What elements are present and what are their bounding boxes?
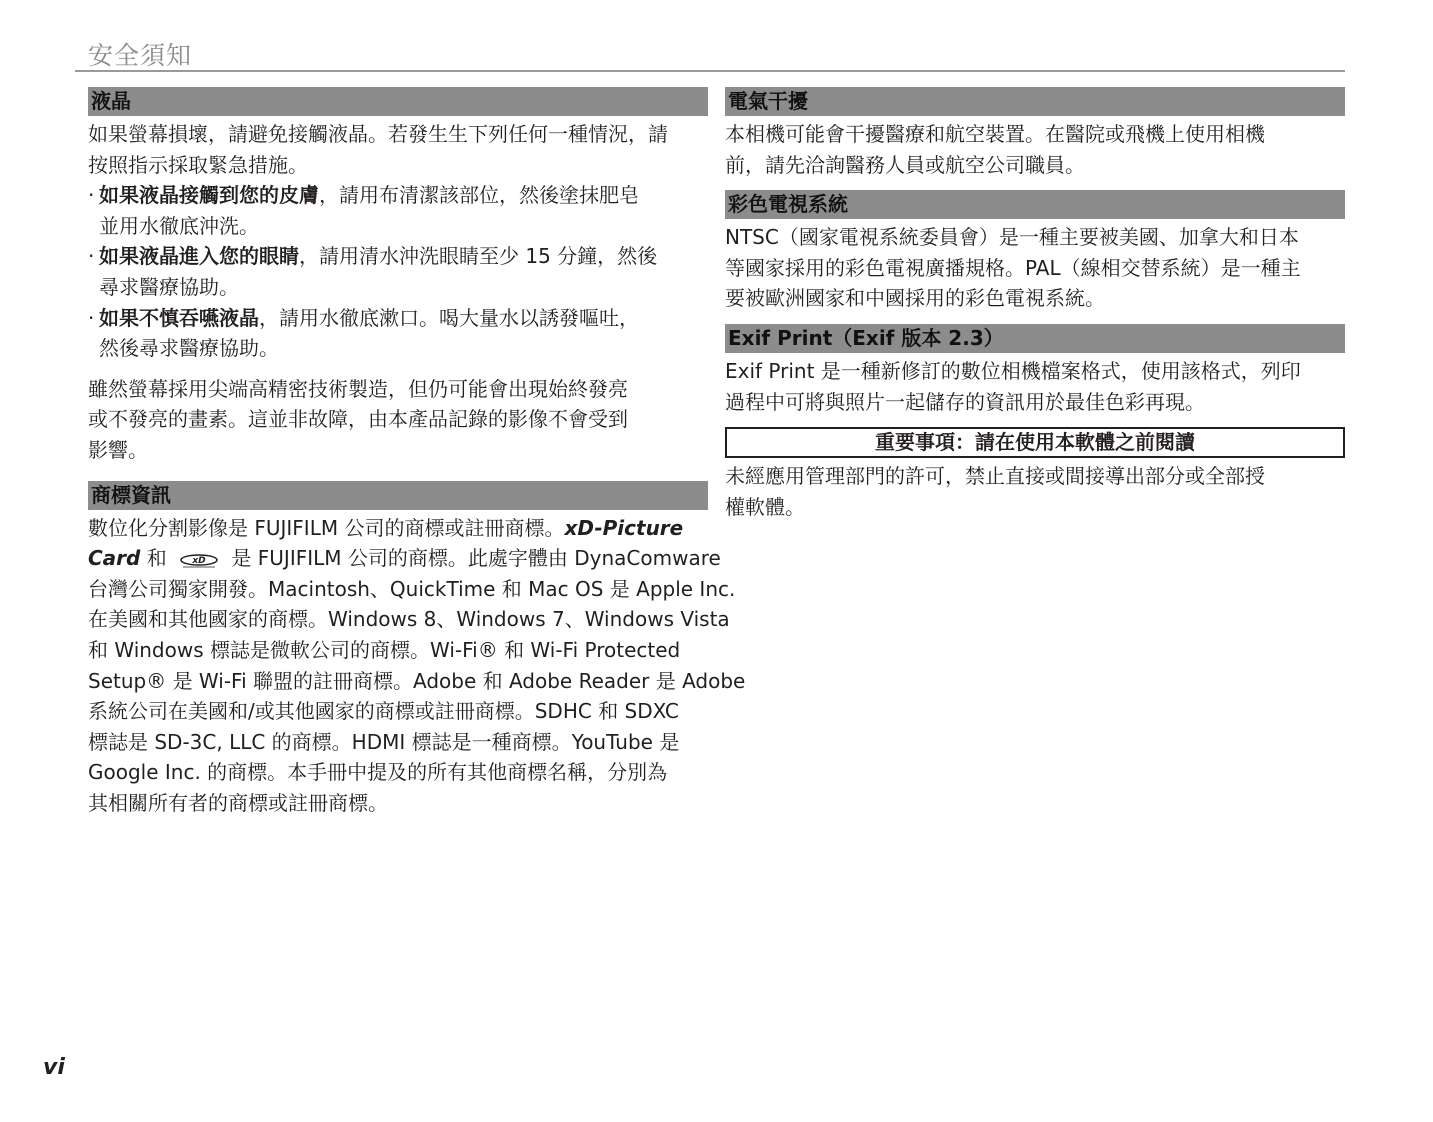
bullet-bold-text: 如果液晶進入您的眼睛 [99, 244, 299, 269]
svg-text:xD: xD [192, 555, 206, 566]
trademark-text: 是 FUJIFILM 公司的商標。此處字體由 DynaComware [225, 546, 721, 571]
page-header-title: 安全須知 [88, 41, 193, 70]
xd-picture-text: xD-Picture [564, 515, 684, 540]
trademark-text: 和 [140, 546, 174, 571]
trademark-line [88, 513, 708, 544]
notice-heading-box: 重要事項：請在使用本軟體之前閱讀 [725, 427, 1345, 458]
bullet-bold-text: 如果液晶接觸到您的皮膚 [99, 183, 319, 208]
bullet-continuation: 尋求醫療協助。 [99, 274, 239, 299]
section-heading-lcd: 液晶 [88, 87, 708, 116]
lcd-intro-line: 如果螢幕損壞，請避免接觸液晶。若發生生下列任何一種情況，請 [88, 122, 668, 146]
lcd-bullet-item [88, 241, 708, 302]
bullet-dot-icon: · [88, 305, 95, 330]
lcd-intro-line: 按照指示採取緊急措施。 [88, 152, 308, 177]
bullet-dot-icon: · [88, 183, 95, 208]
bullet-text: ，請用水徹底漱口。喝大量水以誘發嘔吐， [259, 305, 639, 330]
trademark-line: 其相關所有者的商標或註冊商標。 [88, 790, 388, 815]
lcd-bullet-item [88, 303, 708, 364]
right-column [725, 87, 1345, 522]
section-heading-trademark: 商標資訊 [88, 481, 708, 510]
notice-line: 未經應用管理部門的許可，禁止直接或間接導出部分或全部授 [725, 464, 1265, 489]
lcd-note-line: 或不發亮的畫素。這並非故障，由本產品記錄的影像不會受到 [88, 407, 628, 432]
trademark-line: 系統公司在美國和/或其他國家的商標或註冊商標。SDHC 和 SDXC [88, 699, 679, 724]
lcd-bullet-item [88, 180, 708, 241]
tv-line: NTSC（國家電視系統委員會）是一種主要被美國、加拿大和日本 [725, 225, 1299, 250]
trademark-line: Setup® 是 Wi-Fi 聯盟的註冊商標。Adobe 和 Adobe Reader 是 Adobe [88, 668, 746, 693]
lcd-note-line: 雖然螢幕採用尖端高精密技術製造，但仍可能會出現始終發亮 [88, 376, 628, 401]
header-divider [75, 70, 1345, 72]
notice-line: 權軟體。 [725, 494, 805, 519]
page-number: vi [43, 1055, 65, 1080]
interference-line: 前，請先洽詢醫務人員或航空公司職員。 [725, 152, 1085, 177]
bullet-text: ，請用清水沖洗眼睛至少 15 分鐘，然後 [299, 244, 658, 269]
exif-line: 過程中可將與照片一起儲存的資訊用於最佳色彩再現。 [725, 389, 1205, 414]
lcd-note-line: 影響。 [88, 437, 148, 462]
trademark-text: 數位化分割影像是 FUJIFILM 公司的商標或註冊商標。 [88, 515, 565, 540]
bullet-continuation: 並用水徹底沖洗。 [99, 213, 259, 238]
interference-line: 本相機可能會干擾醫療和航空裝置。在醫院或飛機上使用相機 [725, 122, 1265, 146]
trademark-line: 標誌是 SD-3C, LLC 的商標。HDMI 標誌是一種商標。YouTube 是 [88, 729, 680, 754]
trademark-line [88, 543, 721, 574]
trademark-line: 台灣公司獨家開發。Macintosh、QuickTime 和 Mac OS 是 Apple Inc. [88, 576, 736, 601]
trademark-line: Google Inc. 的商標。本手冊中提及的所有其他商標名稱，分別為 [88, 760, 668, 785]
tv-line: 等國家採用的彩色電視廣播規格。PAL（線相交替系統）是一種主 [725, 255, 1301, 280]
tv-line: 要被歐洲國家和中國採用的彩色電視系統。 [725, 286, 1105, 311]
exif-line: Exif Print 是一種新修訂的數位相機檔案格式，使用該格式，列印 [725, 358, 1301, 383]
bullet-text: ，請用布清潔該部位，然後塗抹肥皂 [319, 183, 639, 208]
bullet-bold-text: 如果不慎吞嚥液晶 [99, 305, 259, 330]
section-heading-tv-system: 彩色電視系統 [725, 190, 1345, 219]
section-heading-interference: 電氣干擾 [725, 87, 1345, 116]
trademark-line: 和 Windows 標誌是微軟公司的商標。Wi-Fi® 和 Wi-Fi Protected [88, 637, 681, 662]
trademark-line: 在美國和其他國家的商標。Windows 8、Windows 7、Windows Vista [88, 607, 730, 632]
bullet-continuation: 然後尋求醫療協助。 [99, 336, 279, 361]
left-column [88, 87, 746, 818]
xd-picture-card-logo-icon [179, 551, 219, 569]
card-text: Card [88, 546, 141, 571]
bullet-dot-icon: · [88, 244, 95, 269]
section-heading-exif: Exif Print（Exif 版本 2.3） [725, 324, 1345, 353]
